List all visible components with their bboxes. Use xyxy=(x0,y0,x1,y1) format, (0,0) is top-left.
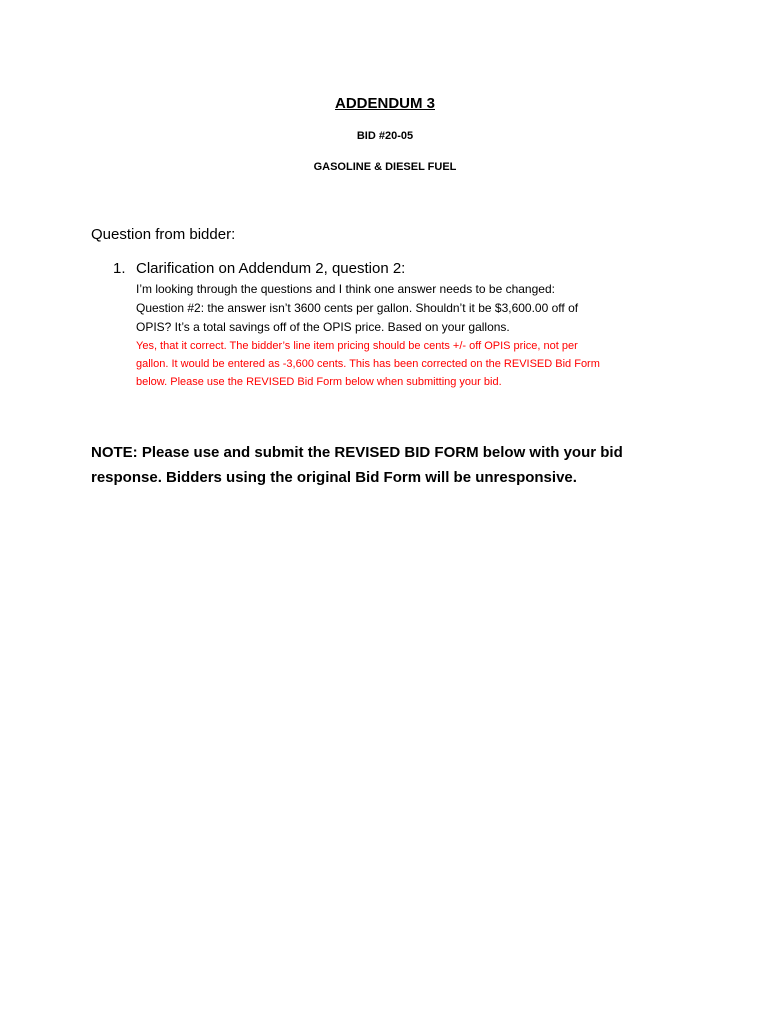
answer-line: gallon. It would be entered as -3,600 cents. This has been corrected on the REVISED Bid Form xyxy=(136,358,600,370)
section-heading: Question from bidder: xyxy=(91,226,236,243)
question-body-line: Question #2: the answer isn’t 3600 cents per gallon. Shouldn’t it be $3,600.00 off of xyxy=(136,301,579,315)
document-title: ADDENDUM 3 xyxy=(334,95,435,112)
note-line: response. Bidders using the original Bid Form will be unresponsive. xyxy=(91,469,577,486)
question-heading-text: Clarification on Addendum 2, question 2: xyxy=(136,260,406,277)
question-body xyxy=(136,280,696,337)
answer-line: Yes, that it correct. The bidder’s line item pricing should be cents +/- off OPIS price, not per xyxy=(136,340,578,352)
note-line: NOTE: Please use and submit the REVISED BID FORM below with your bid xyxy=(91,444,623,461)
bid-number: BID #20-05 xyxy=(356,130,414,142)
question-body-line: I’m looking through the questions and I think one answer needs to be changed: xyxy=(136,282,555,296)
question-number: 1. xyxy=(113,260,126,277)
question-body-line: OPIS? It’s a total savings off of the OPIS price. Based on your gallons. xyxy=(136,320,510,334)
bid-subject: GASOLINE & DIESEL FUEL xyxy=(313,161,457,173)
answer-line: below. Please use the REVISED Bid Form below when submitting your bid. xyxy=(136,376,502,388)
answer-text xyxy=(136,337,696,391)
question-heading xyxy=(113,259,405,279)
note-paragraph xyxy=(91,440,691,490)
